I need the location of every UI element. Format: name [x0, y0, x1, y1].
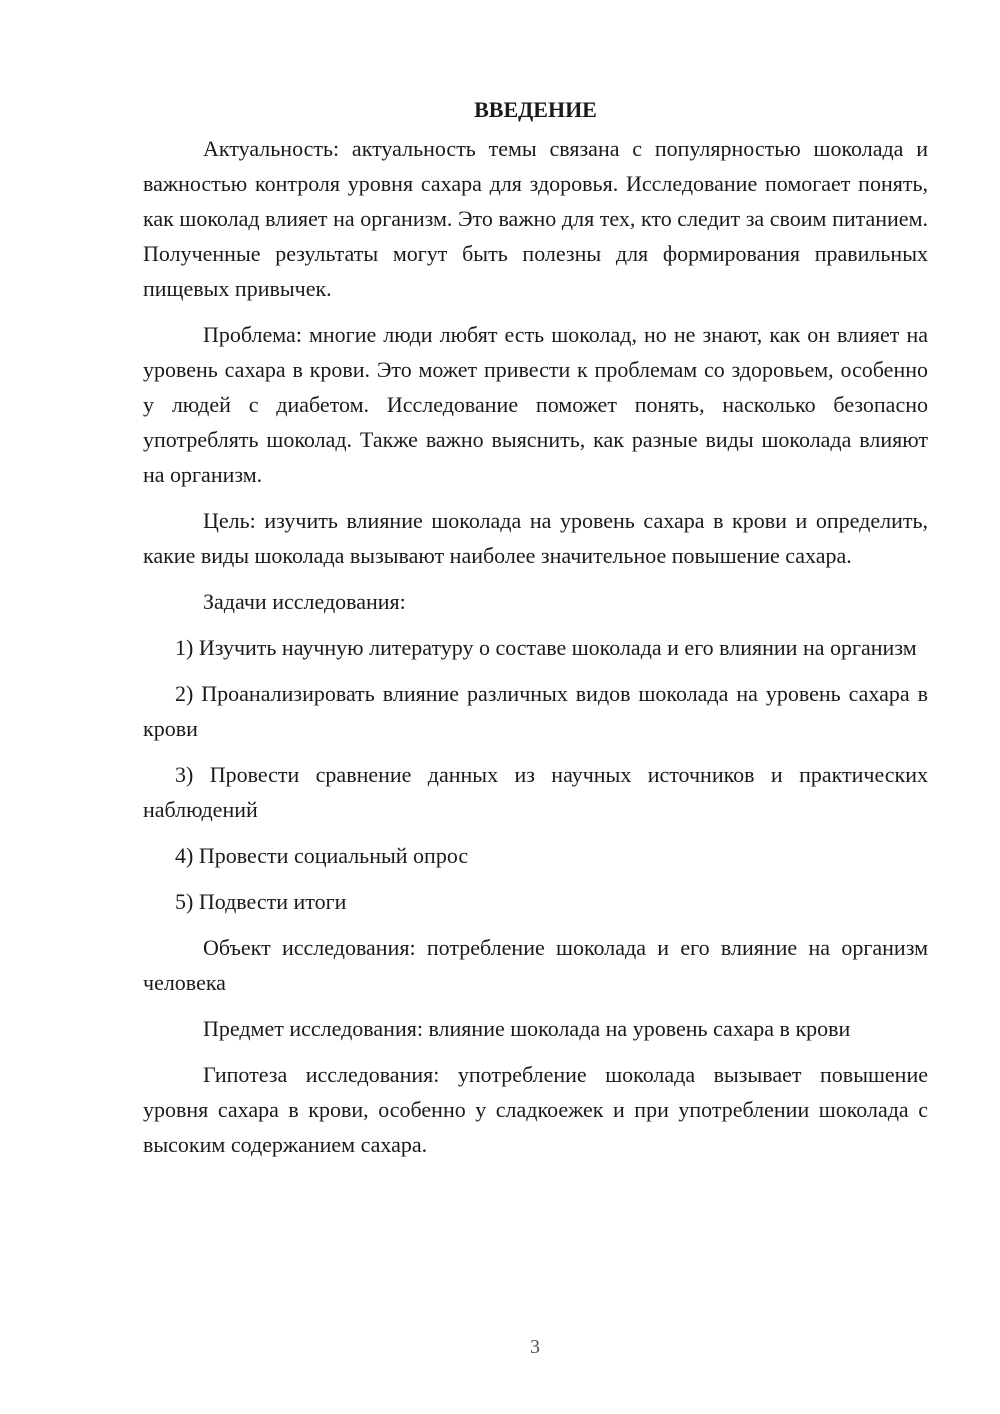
task-item: 5) Подвести итоги: [175, 889, 347, 914]
section-heading: ВВЕДЕНИЕ: [474, 97, 597, 122]
actuality-paragraph: Актуальность: актуальность темы связана с популярностью шоколада и важностью контроля уровня сахара для здоровья. Исследование помогает понять, как шоколад влияет на организм. Это важно для тех, кто следит за своим питанием. Полученные результаты могут быть полезны для формирования правильных пищевых привычек.: [143, 136, 928, 301]
subject-paragraph: Предмет исследования: влияние шоколада на уровень сахара в крови: [203, 1016, 851, 1041]
goal-paragraph: Цель: изучить влияние шоколада на уровень сахара в крови и определить, какие виды шоколада вызывают наиболее значительное повышение сахара.: [143, 508, 928, 568]
task-item: 3) Провести сравнение данных из научных источников и практических наблюдений: [143, 762, 928, 822]
task-item: 1) Изучить научную литературу о составе шоколада и его влиянии на организм: [175, 635, 917, 660]
task-item: 2) Проанализировать влияние различных видов шоколада на уровень сахара в крови: [143, 681, 928, 741]
task-item: 4) Провести социальный опрос: [175, 843, 469, 868]
page-content: [143, 92, 928, 1162]
object-paragraph: Объект исследования: потребление шоколада и его влияние на организм человека: [143, 935, 928, 995]
problem-paragraph: Проблема: многие люди любят есть шоколад, но не знают, как он влияет на уровень сахара в крови. Это может привести к проблемам со здоровьем, особенно у людей с диабетом. Исследование поможет понять, насколько безопасно употреблять шоколад. Также важно выяснить, как разные виды шоколада влияют на организм.: [143, 322, 928, 487]
hypothesis-paragraph: Гипотеза исследования: употребление шоколада вызывает повышение уровня сахара в крови, особенно у сладкоежек и при употреблении шоколада с высоким содержанием сахара.: [143, 1062, 928, 1157]
tasks-heading: Задачи исследования:: [203, 589, 406, 614]
page-number: 3: [530, 1336, 540, 1358]
